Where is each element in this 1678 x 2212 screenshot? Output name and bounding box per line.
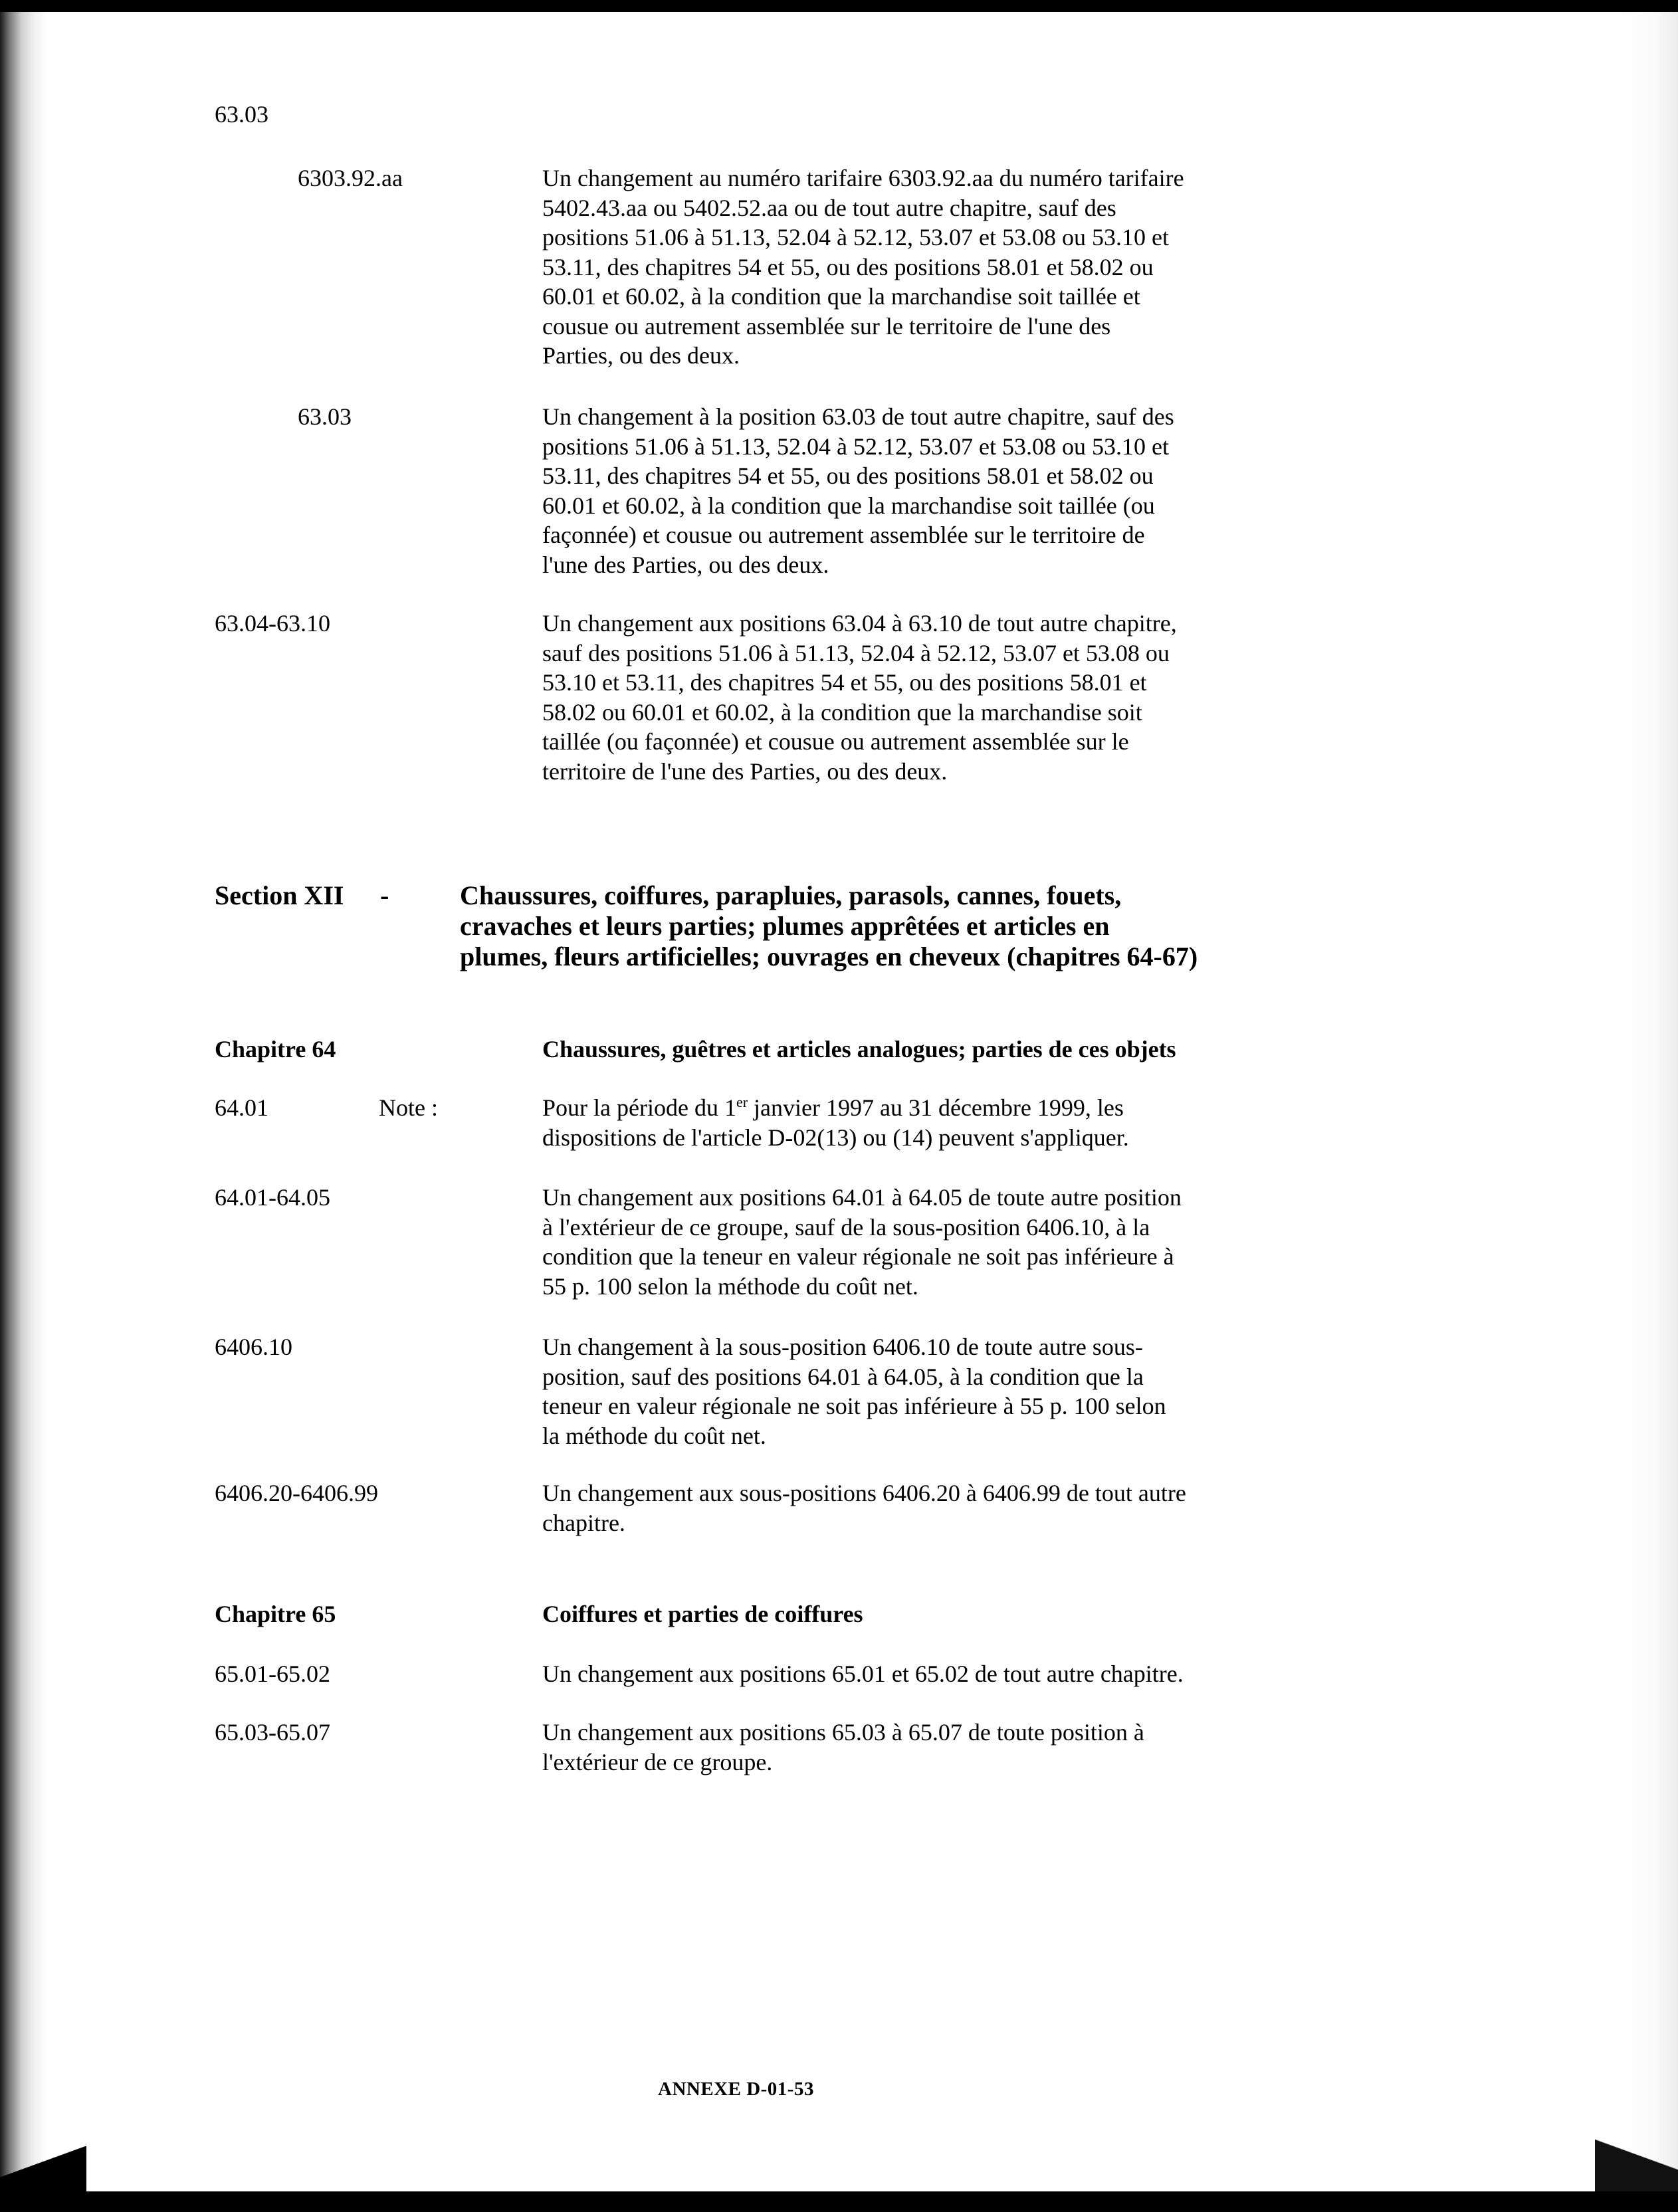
text-line: Un changement aux positions 65.03 à 65.07 de toute position à (542, 1719, 1144, 1746)
text-line: sauf des positions 51.06 à 51.13, 52.04 à 52.12, 53.07 et 53.08 ou (542, 639, 1170, 666)
entry-code: 65.03-65.07 (215, 1719, 330, 1746)
text-line: positions 51.06 à 51.13, 52.04 à 52.12, 53.07 et 53.08 ou 53.10 et (542, 433, 1169, 460)
text-line: à l'extérieur de ce groupe, sauf de la sous-position 6406.10, à la (542, 1213, 1150, 1241)
chapter-label: Chapitre 64 (215, 1036, 336, 1062)
section-dash: - (380, 880, 389, 910)
text-line: Un changement aux positions 63.04 à 63.10 de tout autre chapitre, (542, 610, 1177, 637)
entry-code: 64.01-64.05 (215, 1184, 330, 1211)
text-line: dispositions de l'article D-02(13) ou (14) peuvent s'appliquer. (542, 1124, 1129, 1151)
text-line: 53.11, des chapitres 54 et 55, ou des positions 58.01 et 58.02 ou (542, 462, 1154, 489)
text-line: l'extérieur de ce groupe. (542, 1748, 773, 1775)
entry-text (542, 1332, 1166, 1451)
note-label: Note : (379, 1094, 438, 1121)
note-text-end: janvier 1997 au 31 décembre 1999, les (748, 1094, 1124, 1121)
chapter-label: Chapitre 65 (215, 1601, 336, 1627)
scan-right-shadow (1622, 12, 1678, 2191)
text-line: 60.01 et 60.02, à la condition que la marchandise soit taillée et (542, 283, 1140, 310)
entry-text (542, 1718, 1144, 1777)
section-label: Section XII (215, 880, 344, 910)
section-title-line: Chaussures, coiffures, parapluies, parasols, cannes, fouets, (460, 880, 1122, 910)
page-footer: ANNEXE D-01-53 (658, 2078, 814, 2100)
text-line: la méthode du coût net. (542, 1422, 766, 1449)
entry-code: 63.04-63.10 (215, 610, 330, 637)
entry-text (542, 609, 1177, 786)
text-line: l'une des Parties, ou des deux. (542, 551, 829, 578)
entry-text (542, 1478, 1186, 1538)
scan-right-corner (1595, 2126, 1678, 2191)
text-line: chapitre. (542, 1509, 625, 1536)
ordinal-superscript: er (736, 1094, 748, 1110)
text-line: Un changement à la position 63.03 de tout autre chapitre, sauf des (542, 403, 1174, 430)
text-line: 55 p. 100 selon la méthode du coût net. (542, 1272, 918, 1300)
scan-top-border (0, 0, 1678, 12)
entry-text (542, 1183, 1182, 1301)
text-line: cousue ou autrement assemblée sur le territoire de l'une des (542, 312, 1111, 340)
text-line: 53.11, des chapitres 54 et 55, ou des positions 58.01 et 58.02 ou (542, 253, 1154, 280)
text-line: Parties, ou des deux. (542, 342, 740, 369)
chapter-title: Coiffures et parties de coiffures (542, 1601, 863, 1627)
entry-code: 63.03 (298, 403, 352, 430)
text-line: 60.01 et 60.02, à la condition que la marchandise soit taillée (ou (542, 492, 1155, 519)
text-line: territoire de l'une des Parties, ou des deux. (542, 757, 948, 785)
entry-text (542, 1659, 1184, 1689)
text-line: condition que la teneur en valeur régionale ne soit pas inférieure à (542, 1243, 1174, 1270)
entry-code: 6303.92.aa (298, 165, 403, 191)
text-line: Un changement à la sous-position 6406.10 de toute autre sous- (542, 1334, 1143, 1360)
text-line: teneur en valeur régionale ne soit pas inférieure à 55 p. 100 selon (542, 1393, 1166, 1419)
entry-text (542, 163, 1184, 371)
entry-text (542, 402, 1174, 579)
scan-left-shadow (0, 12, 47, 2191)
text-line: positions 51.06 à 51.13, 52.04 à 52.12, 53.07 et 53.08 ou 53.10 et (542, 224, 1169, 251)
chapter-title: Chaussures, guêtres et articles analogues; parties de ces objets (542, 1036, 1176, 1062)
text-line: Un changement aux sous-positions 6406.20 à 6406.99 de tout autre (542, 1480, 1186, 1506)
text-line: 53.10 et 53.11, des chapitres 54 et 55, ou des positions 58.01 et (542, 669, 1147, 696)
text-line: taillée (ou façonnée) et cousue ou autrement assemblée sur le (542, 728, 1129, 755)
section-title (460, 880, 1198, 972)
scan-left-corner (0, 2146, 86, 2191)
section-title-line: cravaches et leurs parties; plumes apprêtées et articles en (460, 911, 1110, 941)
note-text-start: Pour la période du 1 (542, 1094, 736, 1121)
heading-code: 63.03 (215, 101, 268, 128)
text-line: Un changement au numéro tarifaire 6303.92.aa du numéro tarifaire (542, 165, 1184, 191)
note-text (542, 1093, 1129, 1152)
text-line: façonnée) et cousue ou autrement assemblée sur le territoire de (542, 522, 1145, 548)
scan-bottom-border (0, 2191, 1678, 2212)
entry-code: 6406.10 (215, 1334, 292, 1360)
text-line: position, sauf des positions 64.01 à 64.05, à la condition que la (542, 1363, 1144, 1390)
text-line: 58.02 ou 60.01 et 60.02, à la condition que la marchandise soit (542, 698, 1142, 726)
text-line: 5402.43.aa ou 5402.52.aa ou de tout autre chapitre, sauf des (542, 194, 1116, 221)
entry-code: 65.01-65.02 (215, 1660, 330, 1687)
text-line (542, 1093, 1129, 1123)
note-code: 64.01 (215, 1094, 268, 1121)
text-line: Un changement aux positions 65.01 et 65.02 de tout autre chapitre. (542, 1660, 1184, 1687)
section-title-line: plumes, fleurs artificielles; ouvrages en cheveux (chapitres 64-67) (460, 942, 1198, 971)
text-line: Un changement aux positions 64.01 à 64.05 de toute autre position (542, 1184, 1182, 1211)
entry-code: 6406.20-6406.99 (215, 1480, 378, 1506)
